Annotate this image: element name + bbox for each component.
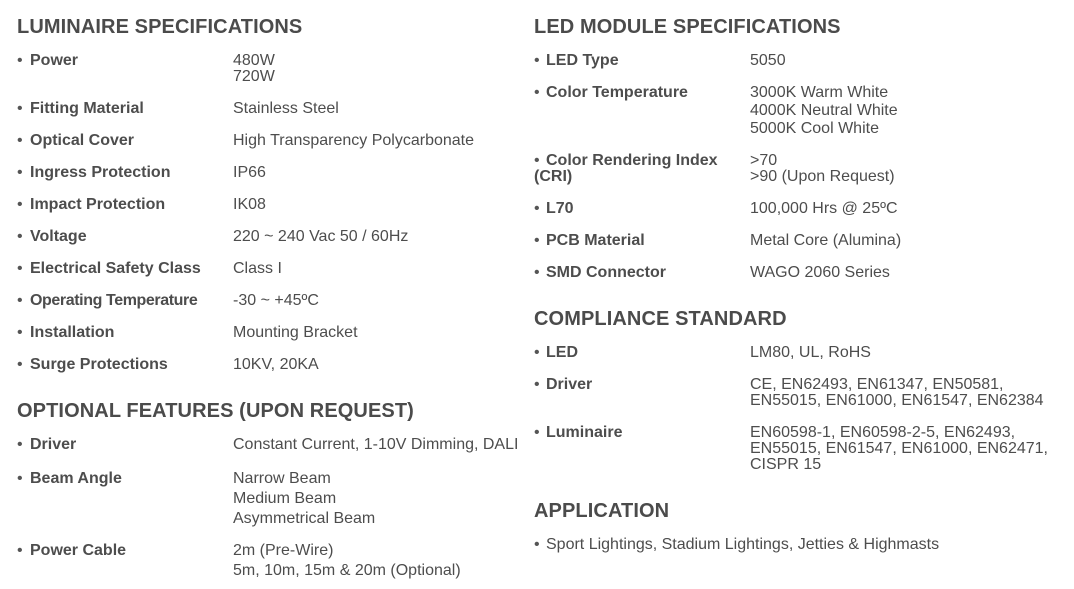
spec-label: PCB Material (546, 232, 645, 249)
spec-value-line: High Transparency Polycarbonate (233, 132, 475, 149)
spec-label: LED Type (546, 52, 619, 69)
spec-value-line: EN55015, EN61547, EN61000, EN62471, (750, 440, 1048, 457)
bullet: • (17, 228, 23, 245)
spec-value (233, 293, 319, 309)
spec-value-line: Stainless Steel (233, 100, 339, 117)
spec-value-line: 3000K Warm White (750, 84, 889, 101)
spec-value-line: CE, EN62493, EN61347, EN50581, (750, 376, 1004, 393)
bullet: • (17, 292, 23, 309)
spec-value-line: >90 (Upon Request) (750, 168, 895, 185)
spec-value (750, 84, 898, 138)
spec-value (233, 165, 266, 181)
spec-value (750, 345, 871, 361)
bullet: • (17, 52, 23, 69)
spec-value (233, 101, 339, 117)
spec-value-line: EN55015, EN61000, EN61547, EN62384 (750, 392, 1044, 409)
spec-value-line: Constant Current, 1-10V Dimming, DALI (233, 436, 519, 453)
bullet: • (17, 542, 23, 559)
spec-label: Ingress Protection (30, 164, 171, 181)
spec-value (750, 201, 898, 217)
spec-value (233, 357, 319, 373)
bullet: • (534, 264, 540, 281)
spec-value-line: Class I (233, 260, 282, 277)
bullet: • (17, 100, 23, 117)
bullet: • (534, 232, 540, 249)
spec-value-line: Metal Core (Alumina) (750, 232, 902, 249)
spec-label: Color Rendering Index (CRI) (534, 152, 718, 185)
spec-value-line: 100,000 Hrs @ 25ºC (750, 200, 898, 217)
led-module-specifications-title: LED MODULE SPECIFICATIONS (534, 16, 841, 38)
spec-value-line: 2m (Pre-Wire) (233, 542, 334, 559)
optional-features-title: OPTIONAL FEATURES (UPON REQUEST) (17, 400, 414, 422)
spec-label: L70 (546, 200, 574, 217)
spec-label: Power (30, 52, 79, 69)
spec-value (750, 153, 895, 185)
spec-value (750, 377, 1044, 409)
spec-value-line: WAGO 2060 Series (750, 264, 890, 281)
spec-label: Power Cable (30, 542, 127, 559)
spec-label: Surge Protections (30, 356, 168, 373)
spec-label: Luminaire (546, 424, 623, 441)
bullet: • (17, 470, 23, 487)
spec-value-line: 10KV, 20KA (233, 356, 319, 373)
spec-label: Electrical Safety Class (30, 260, 201, 277)
spec-label: SMD Connector (546, 264, 666, 281)
bullet: • (534, 200, 540, 217)
bullet: • (17, 164, 23, 181)
spec-value-line: 720W (233, 68, 275, 85)
spec-value-line: Asymmetrical Beam (233, 510, 376, 527)
bullet: • (17, 196, 23, 213)
bullet: • (17, 132, 23, 149)
spec-value (233, 261, 282, 277)
spec-label: Fitting Material (30, 100, 144, 117)
application-title: APPLICATION (534, 500, 670, 522)
spec-value (750, 233, 901, 249)
spec-value (233, 229, 408, 245)
spec-value-line: EN60598-1, EN60598-2-5, EN62493, (750, 424, 1016, 441)
spec-value (233, 325, 358, 341)
spec-value (233, 53, 275, 85)
spec-value-line: 4000K Neutral White (750, 102, 898, 119)
compliance-standard-title: COMPLIANCE STANDARD (534, 308, 787, 330)
spec-value-line: LM80, UL, RoHS (750, 344, 871, 361)
bullet: • (17, 324, 23, 341)
spec-value (750, 265, 890, 281)
spec-label: Color Temperature (546, 84, 688, 101)
bullet: • (534, 424, 540, 441)
application-text: Sport Lightings, Stadium Lightings, Jetties & Highmasts (546, 536, 940, 553)
spec-value-line: IK08 (233, 196, 266, 213)
spec-value (233, 197, 266, 213)
spec-label: Installation (30, 324, 115, 341)
spec-value (233, 133, 474, 149)
spec-value-line: 5m, 10m, 15m & 20m (Optional) (233, 562, 461, 579)
spec-value (233, 541, 461, 581)
spec-value (750, 53, 786, 69)
spec-value (233, 469, 375, 529)
spec-value-line: Mounting Bracket (233, 324, 358, 341)
bullet: • (534, 52, 540, 69)
spec-label: Beam Angle (30, 470, 122, 487)
bullet: • (534, 152, 540, 169)
spec-value-line: 5050 (750, 52, 786, 69)
spec-value (750, 425, 1048, 473)
spec-value-line: Narrow Beam (233, 470, 331, 487)
spec-value-line: 5000K Cool White (750, 120, 879, 137)
spec-label: Operating Temperature (30, 292, 198, 309)
bullet: • (534, 376, 540, 393)
spec-value-line: Medium Beam (233, 490, 337, 507)
spec-value-line: 220 ~ 240 Vac 50 / 60Hz (233, 228, 409, 245)
spec-value (233, 437, 518, 453)
spec-label: Impact Protection (30, 196, 166, 213)
bullet: • (17, 260, 23, 277)
spec-label: Optical Cover (30, 132, 135, 149)
spec-value-line: IP66 (233, 164, 266, 181)
spec-value-line: CISPR 15 (750, 456, 822, 473)
spec-label: Driver (546, 376, 593, 393)
spec-value-line: 480W (233, 52, 275, 69)
spec-value-line: -30 ~ +45ºC (233, 292, 319, 309)
bullet: • (17, 436, 23, 453)
bullet: • (17, 356, 23, 373)
luminaire-specifications-title: LUMINAIRE SPECIFICATIONS (17, 16, 303, 38)
bullet: • (534, 344, 540, 361)
spec-label: LED (546, 344, 578, 361)
spec-label: Voltage (30, 228, 87, 245)
bullet: • (534, 84, 540, 101)
spec-value-line: >70 (750, 152, 778, 169)
spec-label: Driver (30, 436, 77, 453)
bullet: • (534, 536, 540, 553)
